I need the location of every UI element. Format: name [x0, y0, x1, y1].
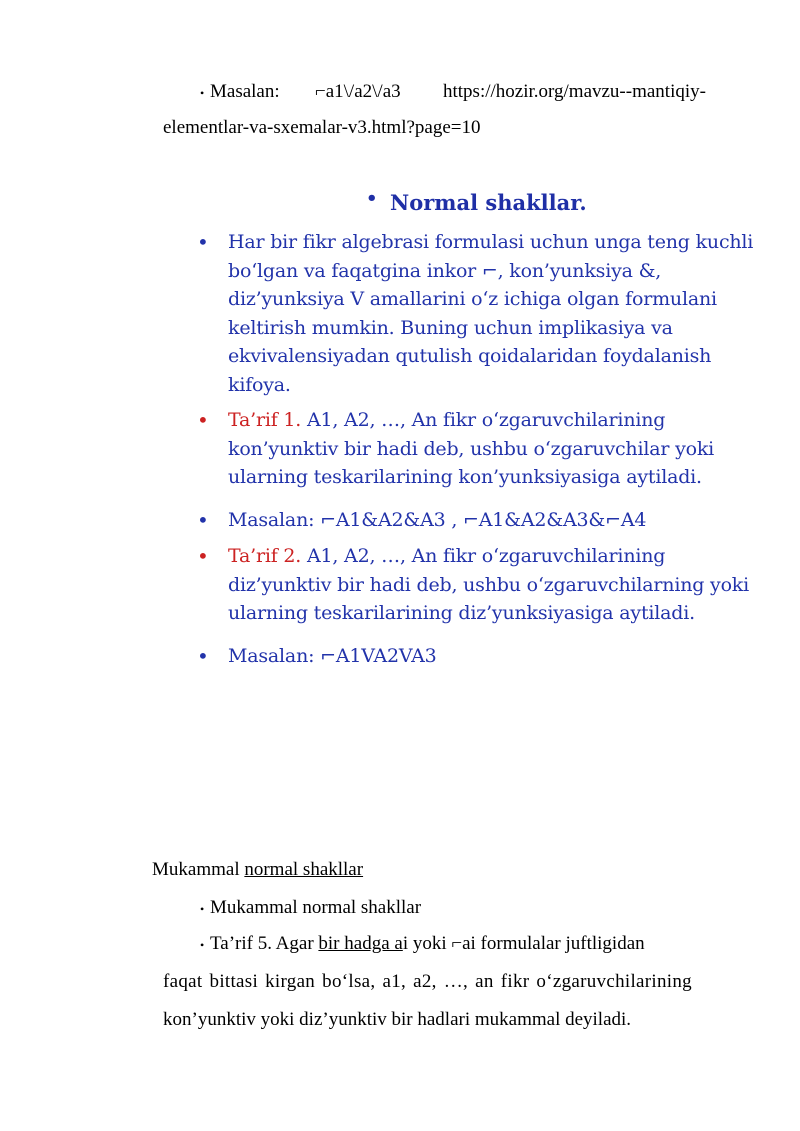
- source-url[interactable]: https://hozir.org/mavzu--mantiqiy-: [443, 81, 706, 102]
- definition-1-body: A1, A2, …, An fikr o‘zgaruvchilarining kon’yunktiv bir hadi deb, ushbu o‘zgaruvchilar yoki ularning teskarilarining kon’yunksiyasiga aytiladi.: [228, 409, 715, 488]
- slide-title-text: Normal shakllar.: [390, 190, 587, 215]
- section-heading-underlined: normal shakllar: [244, 859, 364, 880]
- definition-5-rest: i yoki ⌐ai formulalar juftligidan: [402, 933, 645, 954]
- slide-bullet: •: [197, 508, 209, 532]
- slide-item-2: [195, 406, 775, 496]
- definition-5-line-2: [163, 970, 743, 994]
- slide-item-4-text: [228, 542, 773, 628]
- definition-5-prefix: Ta’rif 5. Agar: [210, 933, 319, 954]
- slide-title-bullet: •: [366, 188, 378, 209]
- definition-5-underlined: bir hadga a: [318, 933, 403, 954]
- slide-item-2-text: [228, 406, 773, 492]
- slide-item-3: [195, 506, 775, 536]
- definition-1-label: Ta’rif 1.: [228, 409, 302, 431]
- formula-text: ⌐a1\/a2\/a3: [315, 81, 401, 102]
- slide-item-1: [195, 228, 775, 398]
- definition-2-body: A1, A2, …, An fikr o‘zgaruvchilarining diz’yunktiv bir hadi deb, ushbu o‘zgaruvchilarning yoki ularning teskarilarining diz’yunksiyasiga aytiladi.: [228, 545, 750, 624]
- example-1-text: Masalan: ⌐A1&A2&A3 , ⌐A1&A2&A3&⌐A4: [228, 509, 647, 531]
- slide-item-1-text: Har bir fikr algebrasi formulasi uchun unga teng kuchli bo‘lgan va faqatgina inkor ⌐, kon’yunksiya &, diz’yunksiya V amallarini o‘z ichiga olgan formulani keltirish mumkin. Buning uchun implikasiya va ekvivalensiyadan qutulish qoidalaridan foydalanish kifoya.: [228, 231, 754, 396]
- reference-line-1: [200, 80, 760, 105]
- definition-5-line-3-text: kon’yunktiv yoki diz’yunktiv bir hadlari mukammal deyiladi.: [163, 1009, 632, 1030]
- definition-5-line-1: [200, 932, 745, 957]
- masalan-label: Masalan:: [210, 81, 280, 102]
- section-bullet-1: [200, 896, 421, 921]
- section-heading-plain: Mukammal: [152, 859, 245, 880]
- bullet: •: [200, 902, 205, 916]
- definition-5-line-3: [163, 1008, 631, 1032]
- slide-item-5: [195, 642, 775, 672]
- slide-item-4: [195, 542, 775, 632]
- reference-line-2: [163, 116, 481, 140]
- slide-bullet-red: •: [197, 408, 209, 432]
- section-heading: [152, 858, 363, 882]
- slide-bullet-red: •: [197, 544, 209, 568]
- slide-bullet: •: [197, 644, 209, 668]
- bullet: •: [200, 86, 205, 100]
- bullet: •: [200, 938, 205, 952]
- definition-2-label: Ta’rif 2.: [228, 545, 302, 567]
- section-bullet-1-text: Mukammal normal shakllar: [210, 897, 422, 918]
- slide-bullet: •: [197, 230, 209, 254]
- source-url-continued[interactable]: elementlar-va-sxemalar-v3.html?page=10: [163, 117, 481, 138]
- slide-title: [366, 188, 587, 215]
- definition-5-line-2-text: faqat bittasi kirgan bo‘lsa, a1, a2, …, an fikr o‘zgaruvchilarining: [163, 971, 692, 992]
- example-2-text: Masalan: ⌐A1VA2VA3: [228, 645, 437, 667]
